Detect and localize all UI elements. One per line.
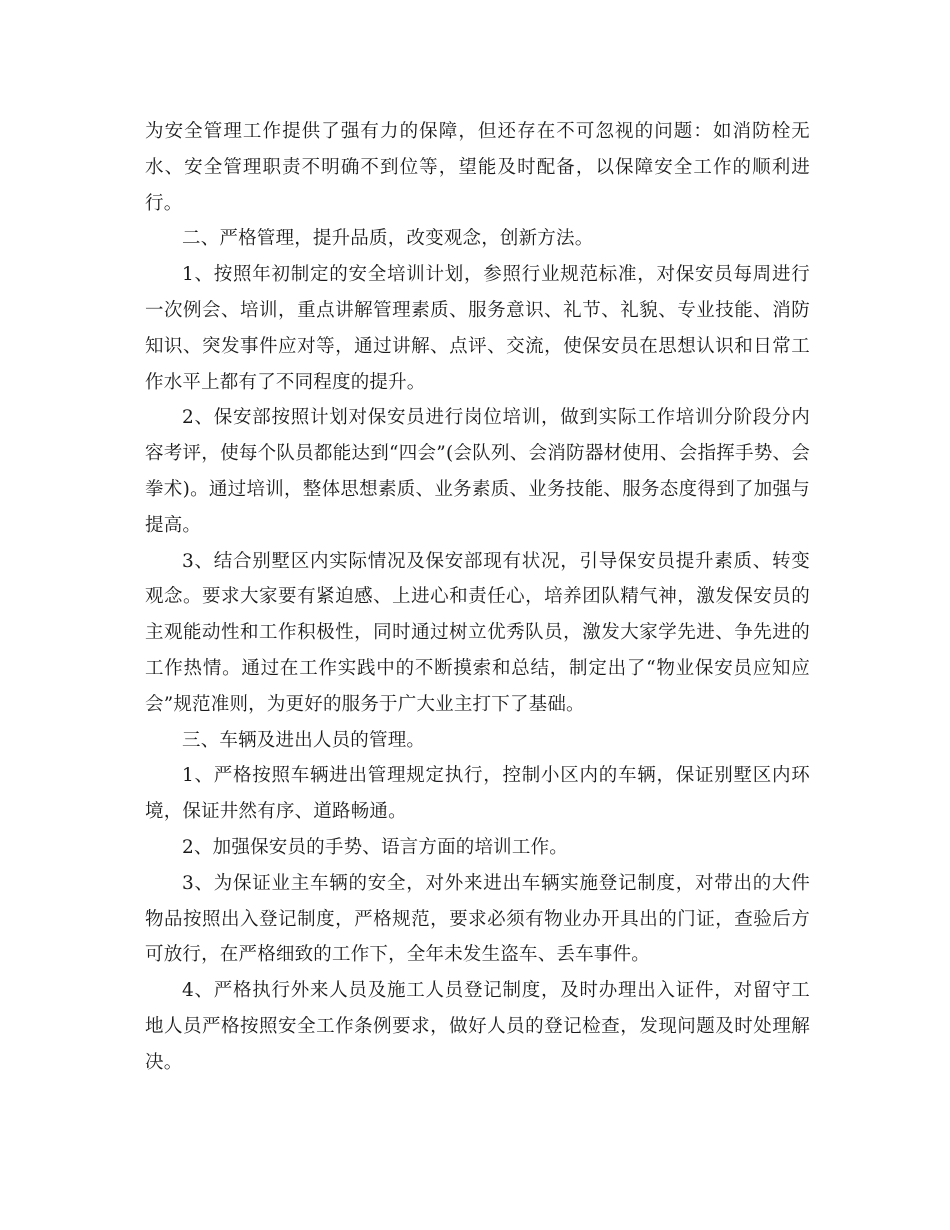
paragraph-3-1: 1、严格按照车辆进出管理规定执行，控制小区内的车辆，保证别墅区内环境，保证井然有序、道路畅通。 [145,765,810,823]
section-heading-2: 二、严格管理，提升品质，改变观念，创新方法。 [182,228,594,250]
section-heading-3: 三、车辆及进出人员的管理。 [182,729,426,751]
paragraph-3-2: 2、加强保安员的手势、语言方面的培训工作。 [182,836,568,858]
paragraph-3-4: 4、严格执行外来人员及施工人员登记制度，及时办理出入证件，对留守工地人员严格按照安全工作条例要求，做好人员的登记检查，发现问题及时处理解决。 [145,980,810,1073]
paragraph-2-2: 2、保安部按照计划对保安员进行岗位培训，做到实际工作培训分阶段分内容考评，使每个队员都能达到“四会”(会队列、会消防器材使用、会指挥手势、会拳术)。通过培训，整体思想素质、业务素质、业务技能、服务态度得到了加强与提高。 [145,407,810,536]
document-body [145,114,810,1081]
paragraph-2-1: 1、按照年初制定的安全培训计划，参照行业规范标准，对保安员每周进行一次例会、培训，重点讲解管理素质、服务意识、礼节、礼貌、专业技能、消防知识、突发事件应对等，通过讲解、点评、交流，使保安员在思想认识和日常工作水平上都有了不同程度的提升。 [145,264,810,393]
paragraph-2-3: 3、结合别墅区内实际情况及保安部现有状况，引导保安员提升素质、转变观念。要求大家要有紧迫感、上进心和责任心，培养团队精气神，激发保安员的主观能动性和工作积极性，同时通过树立优秀队员，激发大家学先进、争先进的工作热情。通过在工作实践中的不断摸索和总结，制定出了“物业保安员应知应会”规范准则，为更好的服务于广大业主打下了基础。 [145,550,810,715]
paragraph-continuation: 为安全管理工作提供了强有力的保障，但还存在不可忽视的问题：如消防栓无水、安全管理职责不明确不到位等，望能及时配备，以保障安全工作的顺利进行。 [145,121,810,214]
paragraph-3-3: 3、为保证业主车辆的安全，对外来进出车辆实施登记制度，对带出的大件物品按照出入登记制度，严格规范，要求必须有物业办开具出的门证，查验后方可放行，在严格细致的工作下，全年未发生盗车、丢车事件。 [145,872,810,966]
